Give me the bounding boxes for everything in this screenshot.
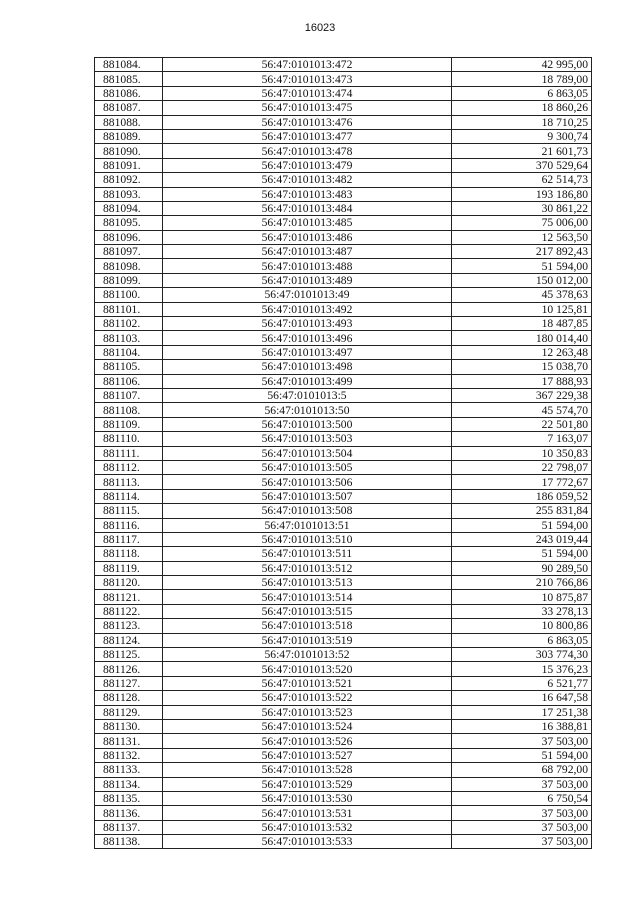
row-number: 881107. (95, 388, 163, 402)
table-row (95, 576, 592, 590)
cadastral-value: 150 012,00 (452, 273, 592, 287)
cadastral-number: 56:47:0101013:493 (163, 317, 452, 331)
cadastral-number: 56:47:0101013:505 (163, 460, 452, 474)
table-row (95, 633, 592, 647)
table-row (95, 662, 592, 676)
row-number: 881133. (95, 763, 163, 777)
row-number: 881111. (95, 446, 163, 460)
row-number: 881096. (95, 230, 163, 244)
row-number: 881086. (95, 86, 163, 100)
table-row (95, 230, 592, 244)
cadastral-value: 180 014,40 (452, 331, 592, 345)
cadastral-value: 45 574,70 (452, 403, 592, 417)
table-row (95, 374, 592, 388)
cadastral-value: 210 766,86 (452, 576, 592, 590)
cadastral-value: 30 861,22 (452, 201, 592, 215)
cadastral-value: 51 594,00 (452, 518, 592, 532)
table-row (95, 719, 592, 733)
cadastral-number: 56:47:0101013:496 (163, 331, 452, 345)
cadastral-value: 21 601,73 (452, 144, 592, 158)
table-row (95, 273, 592, 287)
table-row (95, 590, 592, 604)
cadastral-value: 9 300,74 (452, 129, 592, 143)
cadastral-value: 90 289,50 (452, 561, 592, 575)
table-row (95, 403, 592, 417)
cadastral-value: 37 503,00 (452, 806, 592, 820)
table-row (95, 532, 592, 546)
cadastral-value: 16 388,81 (452, 719, 592, 733)
cadastral-value: 7 163,07 (452, 432, 592, 446)
row-number: 881106. (95, 374, 163, 388)
cadastral-value: 68 792,00 (452, 763, 592, 777)
cadastral-number: 56:47:0101013:489 (163, 273, 452, 287)
table-row (95, 173, 592, 187)
table-row (95, 691, 592, 705)
cadastral-value: 37 503,00 (452, 734, 592, 748)
cadastral-number: 56:47:0101013:528 (163, 763, 452, 777)
row-number: 881112. (95, 460, 163, 474)
cadastral-value: 193 186,80 (452, 187, 592, 201)
cadastral-value: 37 503,00 (452, 777, 592, 791)
cadastral-number: 56:47:0101013:511 (163, 547, 452, 561)
cadastral-value: 33 278,13 (452, 604, 592, 618)
table-row (95, 460, 592, 474)
cadastral-value: 51 594,00 (452, 547, 592, 561)
table-row (95, 806, 592, 820)
table-row (95, 604, 592, 618)
table-row (95, 259, 592, 273)
table-row (95, 648, 592, 662)
table-row (95, 432, 592, 446)
table-row (95, 619, 592, 633)
cadastral-number: 56:47:0101013:503 (163, 432, 452, 446)
table-row (95, 101, 592, 115)
table-row (95, 216, 592, 230)
table-row (95, 504, 592, 518)
row-number: 881129. (95, 705, 163, 719)
cadastral-value: 6 521,77 (452, 676, 592, 690)
cadastral-value: 17 251,38 (452, 705, 592, 719)
table-row (95, 705, 592, 719)
row-number: 881119. (95, 561, 163, 575)
row-number: 881085. (95, 72, 163, 86)
row-number: 881130. (95, 719, 163, 733)
cadastral-number: 56:47:0101013:475 (163, 101, 452, 115)
table-row (95, 820, 592, 834)
cadastral-number: 56:47:0101013:529 (163, 777, 452, 791)
table-row (95, 561, 592, 575)
cadastral-number: 56:47:0101013:506 (163, 475, 452, 489)
cadastral-value: 6 863,05 (452, 86, 592, 100)
row-number: 881089. (95, 129, 163, 143)
table-row (95, 345, 592, 359)
table-row (95, 317, 592, 331)
table-row (95, 763, 592, 777)
table-row (95, 777, 592, 791)
table-row (95, 547, 592, 561)
cadastral-value: 367 229,38 (452, 388, 592, 402)
cadastral-value: 16 647,58 (452, 691, 592, 705)
row-number: 881117. (95, 532, 163, 546)
row-number: 881116. (95, 518, 163, 532)
cadastral-number: 56:47:0101013:504 (163, 446, 452, 460)
cadastral-value: 10 875,87 (452, 590, 592, 604)
cadastral-value: 15 038,70 (452, 360, 592, 374)
cadastral-number: 56:47:0101013:522 (163, 691, 452, 705)
cadastral-number: 56:47:0101013:510 (163, 532, 452, 546)
cadastral-number: 56:47:0101013:526 (163, 734, 452, 748)
cadastral-value: 12 563,50 (452, 230, 592, 244)
cadastral-number: 56:47:0101013:492 (163, 302, 452, 316)
cadastral-number: 56:47:0101013:499 (163, 374, 452, 388)
row-number: 881103. (95, 331, 163, 345)
cadastral-number: 56:47:0101013:476 (163, 115, 452, 129)
cadastral-value: 45 378,63 (452, 288, 592, 302)
cadastral-number: 56:47:0101013:513 (163, 576, 452, 590)
row-number: 881125. (95, 648, 163, 662)
cadastral-value: 12 263,48 (452, 345, 592, 359)
row-number: 881135. (95, 791, 163, 805)
row-number: 881138. (95, 835, 163, 849)
table-row (95, 518, 592, 532)
table-row (95, 288, 592, 302)
row-number: 881131. (95, 734, 163, 748)
row-number: 881109. (95, 417, 163, 431)
row-number: 881127. (95, 676, 163, 690)
row-number: 881118. (95, 547, 163, 561)
cadastral-number: 56:47:0101013:518 (163, 619, 452, 633)
table-row (95, 72, 592, 86)
table-row (95, 734, 592, 748)
cadastral-value: 18 710,25 (452, 115, 592, 129)
cadastral-value: 303 774,30 (452, 648, 592, 662)
table-row (95, 302, 592, 316)
cadastral-number: 56:47:0101013:498 (163, 360, 452, 374)
cadastral-value: 255 831,84 (452, 504, 592, 518)
cadastral-value: 42 995,00 (452, 58, 592, 72)
cadastral-number: 56:47:0101013:524 (163, 719, 452, 733)
row-number: 881097. (95, 245, 163, 259)
cadastral-number: 56:47:0101013:52 (163, 648, 452, 662)
cadastral-value: 22 501,80 (452, 417, 592, 431)
row-number: 881093. (95, 187, 163, 201)
row-number: 881122. (95, 604, 163, 618)
table-row (95, 791, 592, 805)
cadastral-number: 56:47:0101013:533 (163, 835, 452, 849)
row-number: 881095. (95, 216, 163, 230)
row-number: 881126. (95, 662, 163, 676)
cadastral-number: 56:47:0101013:478 (163, 144, 452, 158)
cadastral-number: 56:47:0101013:477 (163, 129, 452, 143)
row-number: 881091. (95, 158, 163, 172)
cadastral-number: 56:47:0101013:472 (163, 58, 452, 72)
cadastral-value: 6 750,54 (452, 791, 592, 805)
table-row (95, 86, 592, 100)
cadastral-number: 56:47:0101013:532 (163, 820, 452, 834)
cadastral-value: 17 772,67 (452, 475, 592, 489)
cadastral-value: 370 529,64 (452, 158, 592, 172)
row-number: 881090. (95, 144, 163, 158)
cadastral-number: 56:47:0101013:51 (163, 518, 452, 532)
cadastral-number: 56:47:0101013:523 (163, 705, 452, 719)
row-number: 881128. (95, 691, 163, 705)
table-row (95, 58, 592, 72)
row-number: 881105. (95, 360, 163, 374)
table-row (95, 187, 592, 201)
table-row (95, 475, 592, 489)
table-body (95, 58, 592, 849)
row-number: 881110. (95, 432, 163, 446)
cadastral-number: 56:47:0101013:49 (163, 288, 452, 302)
cadastral-number: 56:47:0101013:484 (163, 201, 452, 215)
row-number: 881100. (95, 288, 163, 302)
table-row (95, 489, 592, 503)
row-number: 881136. (95, 806, 163, 820)
row-number: 881087. (95, 101, 163, 115)
row-number: 881098. (95, 259, 163, 273)
table-row (95, 748, 592, 762)
cadastral-number: 56:47:0101013:479 (163, 158, 452, 172)
cadastral-number: 56:47:0101013:519 (163, 633, 452, 647)
cadastral-number: 56:47:0101013:486 (163, 230, 452, 244)
cadastral-value: 75 006,00 (452, 216, 592, 230)
table-row (95, 388, 592, 402)
row-number: 881088. (95, 115, 163, 129)
row-number: 881092. (95, 173, 163, 187)
row-number: 881101. (95, 302, 163, 316)
page-number: 16023 (304, 22, 336, 34)
table-row (95, 158, 592, 172)
cadastral-number: 56:47:0101013:482 (163, 173, 452, 187)
row-number: 881084. (95, 58, 163, 72)
cadastral-value: 10 800,86 (452, 619, 592, 633)
table-row (95, 835, 592, 849)
table-row (95, 331, 592, 345)
table-row (95, 115, 592, 129)
cadastral-number: 56:47:0101013:474 (163, 86, 452, 100)
table-row (95, 676, 592, 690)
cadastral-value: 37 503,00 (452, 835, 592, 849)
row-number: 881123. (95, 619, 163, 633)
cadastral-number: 56:47:0101013:521 (163, 676, 452, 690)
cadastral-number: 56:47:0101013:485 (163, 216, 452, 230)
cadastral-number: 56:47:0101013:508 (163, 504, 452, 518)
cadastral-value: 6 863,05 (452, 633, 592, 647)
cadastral-number: 56:47:0101013:512 (163, 561, 452, 575)
cadastral-value: 10 350,83 (452, 446, 592, 460)
row-number: 881102. (95, 317, 163, 331)
cadastral-value: 18 860,26 (452, 101, 592, 115)
row-number: 881104. (95, 345, 163, 359)
cadastral-number: 56:47:0101013:520 (163, 662, 452, 676)
cadastral-number: 56:47:0101013:473 (163, 72, 452, 86)
row-number: 881115. (95, 504, 163, 518)
cadastral-number: 56:47:0101013:5 (163, 388, 452, 402)
row-number: 881121. (95, 590, 163, 604)
table-row (95, 129, 592, 143)
cadastral-value: 51 594,00 (452, 748, 592, 762)
row-number: 881120. (95, 576, 163, 590)
row-number: 881134. (95, 777, 163, 791)
cadastral-value: 51 594,00 (452, 259, 592, 273)
cadastral-number: 56:47:0101013:483 (163, 187, 452, 201)
cadastral-number: 56:47:0101013:488 (163, 259, 452, 273)
cadastral-number: 56:47:0101013:497 (163, 345, 452, 359)
cadastral-value: 10 125,81 (452, 302, 592, 316)
cadastral-number: 56:47:0101013:515 (163, 604, 452, 618)
cadastral-number: 56:47:0101013:487 (163, 245, 452, 259)
cadastral-value: 243 019,44 (452, 532, 592, 546)
cadastral-value: 217 892,43 (452, 245, 592, 259)
cadastral-value: 22 798,07 (452, 460, 592, 474)
cadastral-value: 62 514,73 (452, 173, 592, 187)
cadastral-number: 56:47:0101013:514 (163, 590, 452, 604)
cadastral-number: 56:47:0101013:500 (163, 417, 452, 431)
cadastral-number: 56:47:0101013:507 (163, 489, 452, 503)
cadastral-number: 56:47:0101013:50 (163, 403, 452, 417)
table-row (95, 245, 592, 259)
cadastral-number: 56:47:0101013:527 (163, 748, 452, 762)
cadastral-value: 17 888,93 (452, 374, 592, 388)
table-row (95, 144, 592, 158)
cadastral-value: 186 059,52 (452, 489, 592, 503)
table-row (95, 446, 592, 460)
table-row (95, 417, 592, 431)
row-number: 881137. (95, 820, 163, 834)
table-row (95, 201, 592, 215)
row-number: 881132. (95, 748, 163, 762)
cadastral-value: 15 376,23 (452, 662, 592, 676)
cadastral-value: 37 503,00 (452, 820, 592, 834)
row-number: 881108. (95, 403, 163, 417)
cadastral-number: 56:47:0101013:531 (163, 806, 452, 820)
cadastral-value: 18 789,00 (452, 72, 592, 86)
cadastral-value-table (94, 57, 592, 849)
cadastral-value: 18 487,85 (452, 317, 592, 331)
row-number: 881124. (95, 633, 163, 647)
table-row (95, 360, 592, 374)
row-number: 881114. (95, 489, 163, 503)
row-number: 881099. (95, 273, 163, 287)
row-number: 881094. (95, 201, 163, 215)
row-number: 881113. (95, 475, 163, 489)
cadastral-number: 56:47:0101013:530 (163, 791, 452, 805)
